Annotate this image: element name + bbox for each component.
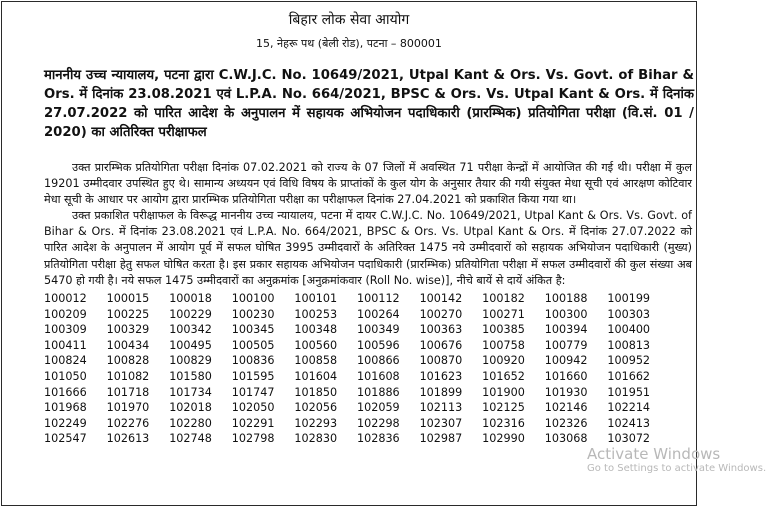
roll-number: 102018	[169, 401, 212, 415]
roll-number: 100824	[44, 354, 87, 368]
roll-number: 101652	[482, 369, 525, 383]
roll-number: 100209	[44, 307, 87, 321]
roll-number: 100182	[482, 292, 525, 305]
roll-number: 100920	[482, 354, 525, 368]
roll-number: 102830	[294, 432, 338, 446]
roll-number: 100495	[169, 338, 212, 352]
roll-number: 100271	[482, 307, 525, 321]
watermark-title: Activate Windows	[587, 445, 721, 463]
roll-number: 101595	[231, 369, 275, 383]
roll-number: 102990	[482, 432, 525, 446]
roll-number: 100952	[607, 354, 651, 368]
roll-number: 103068	[544, 432, 588, 446]
roll-number: 100012	[44, 292, 87, 305]
roll-number: 100348	[294, 323, 338, 337]
roll-number: 100018	[169, 292, 212, 305]
roll-number: 102059	[356, 401, 400, 415]
activate-windows-watermark	[587, 446, 766, 475]
roll-row	[44, 292, 670, 308]
roll-number: 100015	[106, 292, 150, 305]
roll-number: 100836	[231, 354, 275, 368]
roll-number: 100363	[419, 323, 463, 337]
roll-number: 100225	[106, 307, 150, 321]
roll-row	[44, 323, 670, 339]
roll-number: 100270	[419, 307, 463, 321]
roll-number: 102113	[419, 401, 463, 415]
roll-number: 101886	[356, 385, 400, 399]
roll-number: 100866	[356, 354, 400, 368]
roll-number-table	[44, 292, 670, 448]
court-order-text: उक्त प्रकाशित परीक्षाफल के विरूद्ध माननीय उच्च न्यायालय, पटना में दायर C.W.J.C. No. 10649/2021, Utpal Kant & Ors. Vs. Govt. of Bihar & Ors. में दिनांक 23.08.2021 एवं L.P.A. No. 664/2021, BPSC & Ors. Vs. Utpal Kant & Ors. में दिनांक 27.07.2022 को पारित आदेश के अनुपालन में आयोग पूर्व में सफल घोषित 3995 उम्मीदवारों के अतिरिक्त 1475 नये उम्मीदवारों को सहायक अभियोजन पदाधिकारी (मुख्य) प्रतियोगिता परीक्षा हेतु सफल घोषित करता है।	[44, 209, 692, 271]
roll-number: 102056	[294, 401, 338, 415]
roll-number: 100329	[106, 323, 150, 337]
roll-number: 100560	[294, 338, 338, 352]
roll-number: 100942	[544, 354, 588, 368]
roll-list-intro: नये सफल 1475 उम्मीदवारों का अनुक्रमांक [अनुक्रमांकवार (Roll No. wise)], नीचे बायें से दायें अंकित है:	[121, 273, 566, 287]
roll-number: 101608	[356, 369, 400, 383]
roll-number: 101604	[294, 369, 338, 383]
roll-number: 100828	[106, 354, 150, 368]
roll-number: 101951	[607, 385, 651, 399]
paragraph-court-order	[44, 208, 692, 289]
roll-row	[44, 339, 670, 355]
roll-number: 102249	[44, 416, 87, 430]
roll-number: 101082	[106, 369, 150, 383]
roll-number: 100199	[607, 292, 651, 305]
roll-row	[44, 308, 670, 324]
roll-number: 100100	[231, 292, 275, 305]
roll-number: 100349	[356, 323, 400, 337]
roll-number: 100188	[544, 292, 588, 305]
roll-number: 101970	[106, 401, 150, 415]
roll-number: 101899	[419, 385, 463, 399]
roll-number: 100858	[294, 354, 338, 368]
roll-number: 100434	[106, 338, 150, 352]
roll-number: 100411	[44, 338, 87, 352]
roll-number: 100229	[169, 307, 212, 321]
roll-number: 100596	[356, 338, 400, 352]
roll-row	[44, 370, 670, 386]
roll-number: 101666	[44, 385, 87, 399]
watermark-subtitle: Go to Settings to activate Windows.	[587, 463, 766, 475]
roll-number: 100676	[419, 338, 463, 352]
roll-number: 100870	[419, 354, 463, 368]
document-page	[1, 1, 766, 506]
roll-row	[44, 354, 670, 370]
roll-row	[44, 386, 670, 402]
roll-number: 102276	[106, 416, 150, 430]
roll-number: 101968	[44, 401, 87, 415]
roll-number: 100505	[231, 338, 275, 352]
roll-number: 101850	[294, 385, 338, 399]
roll-number: 100112	[356, 292, 400, 305]
roll-number: 102987	[419, 432, 463, 446]
roll-number: 100309	[44, 323, 87, 337]
roll-number: 102293	[294, 416, 338, 430]
roll-number: 100829	[169, 354, 212, 368]
roll-number: 102798	[231, 432, 275, 446]
roll-number: 102326	[544, 416, 588, 430]
roll-number: 101050	[44, 369, 87, 383]
roll-row	[44, 417, 670, 433]
roll-number: 102214	[607, 401, 651, 415]
roll-number: 102125	[482, 401, 525, 415]
roll-number: 100300	[544, 307, 588, 321]
roll-number: 101930	[544, 385, 588, 399]
roll-number: 102613	[106, 432, 150, 446]
roll-number: 102280	[169, 416, 212, 430]
roll-number: 100230	[231, 307, 275, 321]
roll-number: 102291	[231, 416, 275, 430]
roll-number: 100342	[169, 323, 212, 337]
roll-number: 100394	[544, 323, 588, 337]
roll-number: 100813	[607, 338, 651, 352]
roll-number: 101660	[544, 369, 588, 383]
roll-number: 101747	[231, 385, 275, 399]
organization-address: 15, नेहरू पथ (बेली रोड), पटना – 800001	[256, 37, 442, 50]
roll-number: 100303	[607, 307, 651, 321]
roll-number: 101734	[169, 385, 212, 399]
roll-number: 102748	[169, 432, 212, 446]
roll-number: 102307	[419, 416, 463, 430]
roll-number: 102146	[544, 401, 588, 415]
roll-number: 102413	[607, 416, 651, 430]
roll-number: 100101	[294, 292, 338, 305]
notice-heading: माननीय उच्च न्यायालय, पटना द्वारा C.W.J.C. No. 10649/2021, Utpal Kant & Ors. Vs. Govt. of Bihar & Ors. में दिनांक 23.08.2021 एवं L.P.A. No. 664/2021, BPSC & Ors. Vs. Utpal Kant & Ors. में दिनांक 27.07.2022 को पारित आदेश के अनुपालन में सहायक अभियोजन पदाधिकारी (प्रारम्भिक) प्रतियोगिता परीक्षा (वि.सं. 01 / 2020) का अतिरिक्त परीक्षाफल	[44, 68, 694, 140]
roll-number: 100142	[419, 292, 463, 305]
roll-number: 100779	[544, 338, 588, 352]
roll-number: 102547	[44, 432, 87, 446]
paragraph-exam-details: उक्त प्रारम्भिक प्रतियोगिता परीक्षा दिनांक 07.02.2021 को राज्य के 07 जिलों में अवस्थित 71 परीक्षा केन्द्रों में आयोजित की गई थी। परीक्षा में कुल 19201 उम्मीदवार उपस्थित हुए थे। सामान्य अध्ययन एवं विधि विषय के प्राप्तांकों के कुल योग के अनुसार तैयार की गयी संयुक्त मेधा सूची एवं आरक्षण कोटिवार मेधा सूची के आधार पर आयोग द्वारा प्रारम्भिक प्रतियोगिता परीक्षा का परीक्षाफल दिनांक 27.04.2021 को प्रकाशित किया गया था।	[44, 161, 692, 207]
roll-row	[44, 401, 670, 417]
roll-number: 100385	[482, 323, 525, 337]
total-successful-text: इस प्रकार सहायक अभियोजन पदाधिकारी (प्रारम्भिक) प्रतियोगिता परीक्षा में सफल उम्मीदवारों की कुल संख्या अब 5470 हो गयी है।	[44, 257, 693, 287]
roll-number: 101900	[482, 385, 525, 399]
roll-number: 102316	[482, 416, 525, 430]
roll-number: 102836	[356, 432, 400, 446]
roll-number: 103072	[607, 432, 651, 446]
roll-number: 100758	[482, 338, 525, 352]
roll-number: 100264	[356, 307, 400, 321]
roll-number: 102050	[231, 401, 275, 415]
roll-number: 100253	[294, 307, 338, 321]
roll-row	[44, 432, 670, 448]
roll-number: 100345	[231, 323, 275, 337]
roll-number: 101662	[607, 369, 651, 383]
roll-number: 100400	[607, 323, 651, 337]
roll-number: 102298	[356, 416, 400, 430]
organization-name: बिहार लोक सेवा आयोग	[288, 12, 410, 28]
roll-number: 101718	[106, 385, 150, 399]
roll-number: 101580	[169, 369, 212, 383]
roll-number: 101623	[419, 369, 463, 383]
